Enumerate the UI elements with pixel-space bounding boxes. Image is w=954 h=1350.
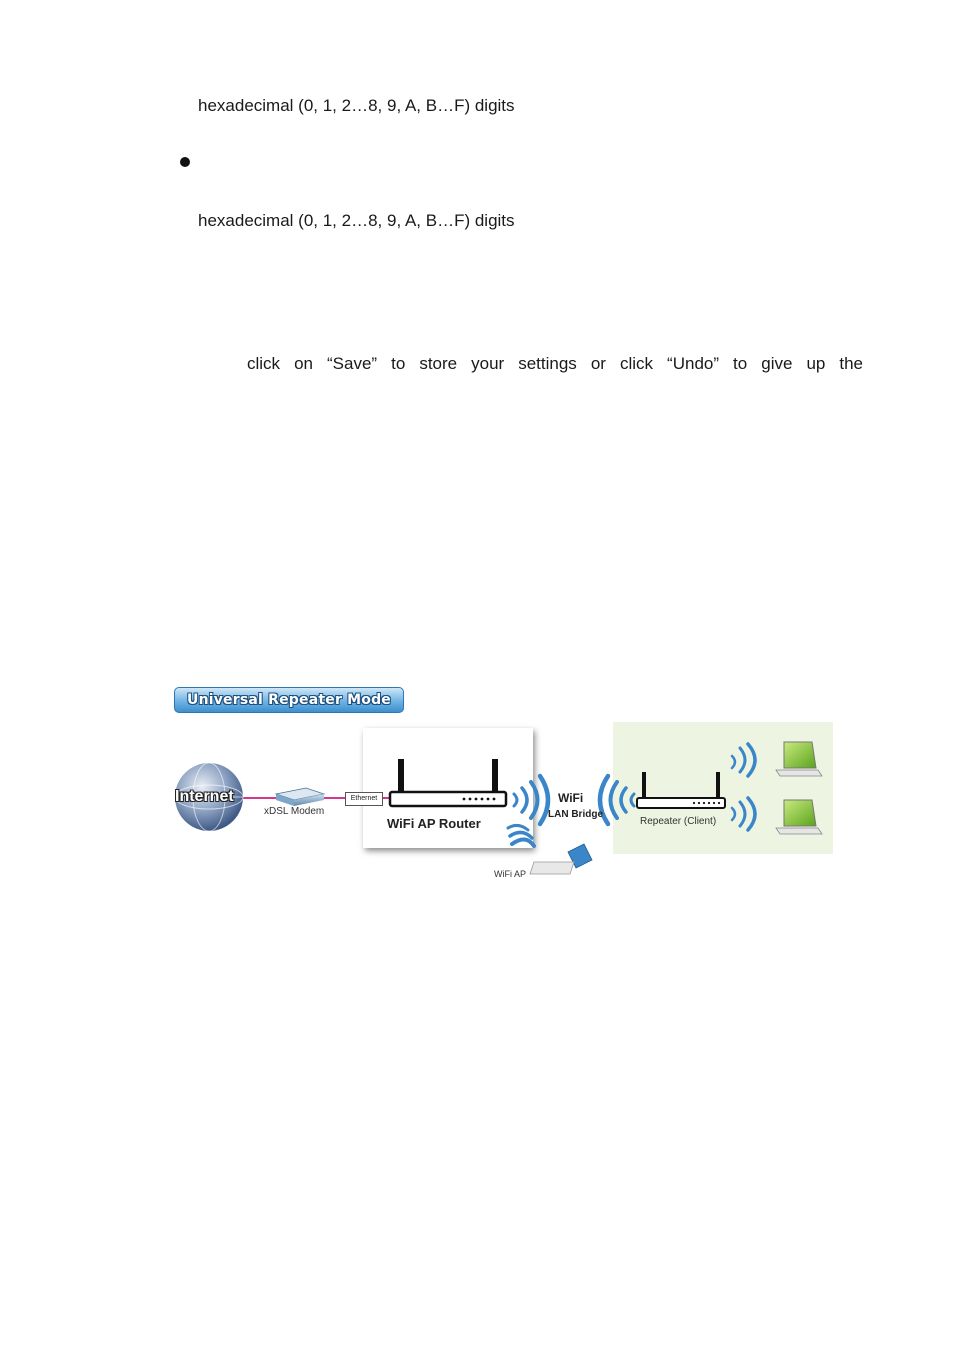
bullet-point — [180, 157, 190, 167]
hex-digits-text-1: hexadecimal (0, 1, 2…8, 9, A, B…F) digits — [198, 96, 515, 115]
save-undo-instruction: click on “Save” to store your settings or click “Undo” to give up the — [247, 354, 864, 373]
wifi-label: WiFi — [558, 791, 584, 805]
router-label: WiFi AP Router — [387, 816, 481, 831]
repeater-icon — [637, 772, 725, 808]
laptop-icon-upper — [776, 742, 822, 776]
router-wave-right-icon — [514, 776, 548, 824]
repeater-wave-lower-icon — [732, 798, 755, 830]
laptop-icon-ap — [530, 844, 592, 874]
wifi-ap-label: WiFi AP — [494, 869, 527, 879]
universal-repeater-diagram — [172, 684, 836, 884]
mode-title-badge: Universal Repeater Mode — [174, 687, 404, 713]
repeater-wave-upper-icon — [732, 744, 755, 776]
lan-bridge-label: LAN Bridge — [548, 809, 603, 820]
internet-label: Internet — [175, 788, 234, 805]
modem-icon — [276, 788, 324, 806]
ethernet-label: Ethernet — [345, 792, 383, 806]
laptop-icon-lower — [776, 800, 822, 834]
modem-label: xDSL Modem — [264, 806, 325, 817]
router-icon — [390, 759, 506, 806]
repeater-label: Repeater (Client) — [640, 816, 717, 827]
hex-digits-text-2: hexadecimal (0, 1, 2…8, 9, A, B…F) digits — [198, 211, 515, 230]
repeater-wave-left-icon — [600, 776, 634, 824]
router-wave-down-icon — [508, 825, 534, 846]
diagram-graphics — [172, 684, 836, 884]
